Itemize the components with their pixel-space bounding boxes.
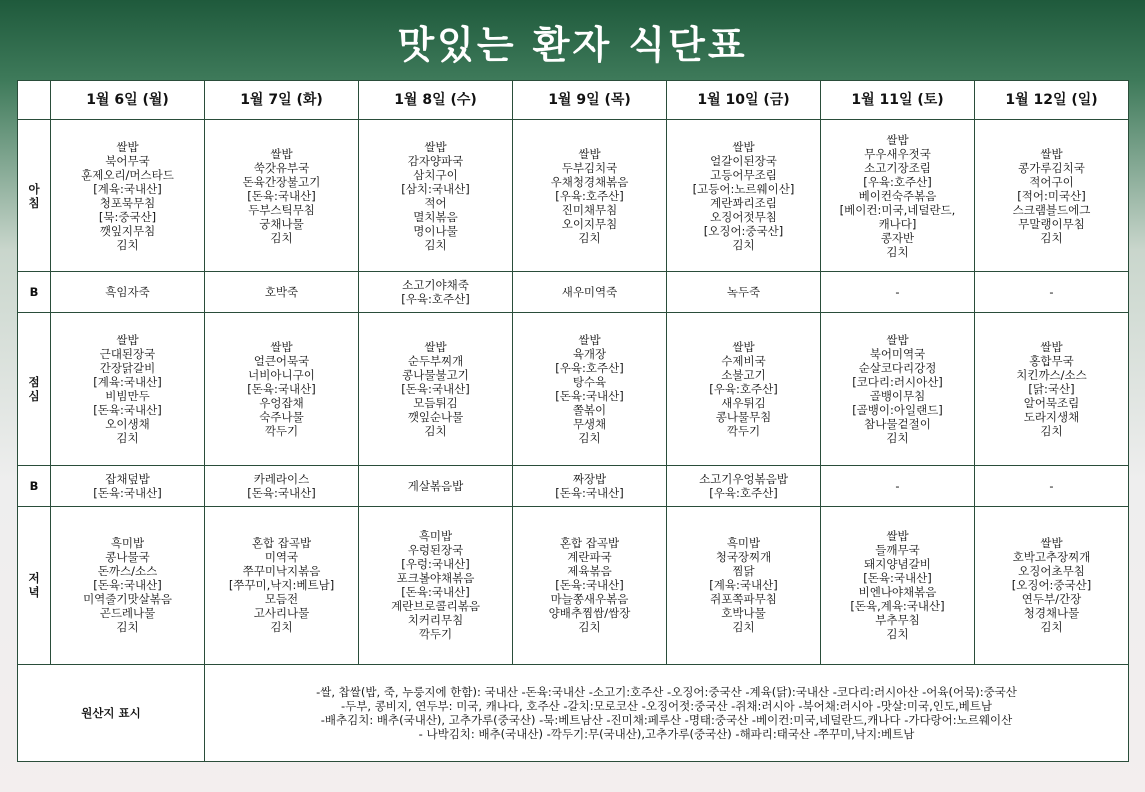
menu-item: 너비아니구이 bbox=[248, 367, 315, 382]
menu-item: [계육:국내산] bbox=[93, 181, 162, 196]
menu-item: [우렁:국내산] bbox=[401, 557, 470, 572]
menu-item: [돈육:국내산] bbox=[555, 388, 624, 403]
menu-item: 청경채나물 bbox=[1023, 606, 1080, 621]
menu-item: 깍두기 bbox=[418, 627, 453, 642]
menu-item: 훈제오리/머스타드 bbox=[81, 167, 174, 182]
meal-label bbox=[18, 272, 51, 313]
menu-item: 김치 bbox=[424, 237, 447, 252]
menu-cell bbox=[51, 506, 205, 664]
menu-item: 김치 bbox=[578, 230, 601, 245]
menu-cell bbox=[975, 506, 1129, 664]
menu-item: 베이컨숙주볶음 bbox=[858, 188, 937, 203]
menu-item: 캐나다] bbox=[878, 216, 917, 231]
menu-item: 삼치구이 bbox=[413, 167, 458, 182]
origin-row bbox=[18, 665, 1129, 762]
menu-cell bbox=[667, 465, 821, 506]
menu-item: 돈육간장불고기 bbox=[242, 174, 321, 189]
menu-item: [우육:호주산] bbox=[401, 292, 470, 307]
menu-item: 부추무침 bbox=[875, 613, 920, 628]
menu-item: 감자양파국 bbox=[407, 153, 464, 168]
menu-cell bbox=[821, 465, 975, 506]
menu-item: [돈육:국내산] bbox=[401, 381, 470, 396]
menu-item: 무말랭이무침 bbox=[1018, 216, 1085, 231]
menu-cell bbox=[821, 506, 975, 664]
breakfast-snack-row bbox=[18, 272, 1129, 313]
menu-item: 비빔만두 bbox=[105, 388, 150, 403]
menu-cell bbox=[667, 313, 821, 465]
menu-item: 쌀밥 bbox=[1040, 536, 1063, 551]
menu-item: 짜장밥 bbox=[572, 471, 607, 486]
menu-item: 도라지생채 bbox=[1023, 409, 1080, 424]
menu-item: 멸치볶음 bbox=[413, 209, 458, 224]
menu-item: 청국장찌개 bbox=[715, 550, 772, 565]
menu-item: 무우새우젓국 bbox=[864, 146, 931, 161]
menu-cell bbox=[51, 465, 205, 506]
menu-item: 쌀밥 bbox=[886, 529, 909, 544]
meal-label-char: 심 bbox=[28, 388, 40, 403]
origin-line: -쌀, 찹쌀(밥, 죽, 누룽지에 한함): 국내산 -돈육:국내산 -소고기:호주산 -오징어:중국산 -계육(닭):국내산 -코다리:러시아산 -어육(어묵):중국산 bbox=[316, 685, 1017, 699]
meal-label bbox=[18, 465, 51, 506]
menu-item: 새우미역죽 bbox=[561, 285, 618, 300]
menu-item: 쌀밥 bbox=[1040, 339, 1063, 354]
day-header: 1월 10일 (금) bbox=[667, 81, 821, 120]
menu-item: 쌀밥 bbox=[732, 339, 755, 354]
menu-item: 양배추찜쌈/쌈장 bbox=[548, 606, 631, 621]
menu-item: 쌀밥 bbox=[886, 132, 909, 147]
menu-item: 쌀밥 bbox=[424, 139, 447, 154]
menu-item: 콩나물무침 bbox=[715, 409, 772, 424]
menu-item: [골뱅이:아일랜드] bbox=[852, 402, 943, 417]
menu-item: 우렁된장국 bbox=[407, 543, 464, 558]
menu-cell bbox=[205, 506, 359, 664]
menu-item: 무생채 bbox=[572, 416, 607, 431]
menu-item: 깍두기 bbox=[264, 423, 299, 438]
menu-cell bbox=[975, 120, 1129, 272]
menu-cell bbox=[513, 506, 667, 664]
menu-item: 쥐포쪽파무침 bbox=[710, 592, 777, 607]
menu-item: [우육:호주산] bbox=[555, 188, 624, 203]
origin-text bbox=[205, 665, 1129, 762]
menu-cell bbox=[975, 313, 1129, 465]
menu-cell bbox=[359, 120, 513, 272]
menu-cell bbox=[821, 272, 975, 313]
menu-item: 쭈꾸미낙지볶음 bbox=[242, 564, 321, 579]
menu-cell bbox=[205, 313, 359, 465]
menu-item: 미역줄기맛살볶음 bbox=[83, 592, 172, 607]
origin-label: 원산지 표시 bbox=[18, 665, 205, 762]
menu-item: [계육:국내산] bbox=[93, 374, 162, 389]
menu-item: 깻잎지무침 bbox=[99, 223, 156, 238]
menu-item: [돈육:국내산] bbox=[401, 585, 470, 600]
day-header: 1월 7일 (화) bbox=[205, 81, 359, 120]
menu-item: 김치 bbox=[116, 430, 139, 445]
menu-cell bbox=[975, 465, 1129, 506]
menu-cell bbox=[205, 465, 359, 506]
menu-item: 쌀밥 bbox=[578, 146, 601, 161]
menu-cell bbox=[359, 465, 513, 506]
menu-item: 혼합 잡곡밥 bbox=[559, 536, 620, 551]
menu-item: 호박죽 bbox=[264, 285, 299, 300]
menu-item: 소불고기 bbox=[721, 367, 766, 382]
menu-item: 소고기장조림 bbox=[864, 160, 931, 175]
menu-item: 김치 bbox=[732, 620, 755, 635]
menu-cell bbox=[205, 120, 359, 272]
menu-cell bbox=[667, 272, 821, 313]
menu-item: [삼치:국내산] bbox=[401, 181, 470, 196]
menu-item: [쭈꾸미,낙지:베트남] bbox=[228, 578, 335, 593]
menu-item: 소고기야채죽 bbox=[402, 278, 469, 293]
menu-cell bbox=[513, 313, 667, 465]
menu-item: 쌀밥 bbox=[886, 332, 909, 347]
menu-item: 명이나물 bbox=[413, 223, 458, 238]
menu-item: [돈육:국내산] bbox=[93, 485, 162, 500]
menu-cell bbox=[821, 120, 975, 272]
menu-item: [적어:미국산] bbox=[1017, 188, 1086, 203]
menu-cell bbox=[513, 465, 667, 506]
menu-item: 오징어초무침 bbox=[1018, 564, 1085, 579]
meal-label bbox=[18, 506, 51, 664]
menu-item: 근대된장국 bbox=[99, 346, 156, 361]
menu-item: 치킨까스/소스 bbox=[1016, 367, 1087, 382]
menu-item: [닭:국산] bbox=[1028, 381, 1075, 396]
origin-line: -두부, 콩비지, 연두부: 미국, 캐나다, 호주산 -갈치:모로코산 -오징어젓:중국산 -쥐채:러시아 -북어채:러시아 -맛살:미국,인도,베트남 bbox=[341, 699, 992, 713]
menu-item: 적어구이 bbox=[1029, 174, 1074, 189]
menu-item: 쌀밥 bbox=[116, 332, 139, 347]
menu-item: [돈육:국내산] bbox=[247, 188, 316, 203]
menu-item: 북어무국 bbox=[105, 153, 150, 168]
menu-item: 소고기우엉볶음밥 bbox=[699, 471, 788, 486]
menu-cell bbox=[821, 313, 975, 465]
menu-item: - bbox=[895, 478, 900, 493]
menu-item: 치커리무침 bbox=[407, 613, 464, 628]
menu-item: 골뱅이무침 bbox=[869, 388, 926, 403]
menu-item: 김치 bbox=[270, 230, 293, 245]
menu-item: [돈육:국내산] bbox=[555, 485, 624, 500]
menu-cell bbox=[513, 120, 667, 272]
menu-item: 새우튀김 bbox=[721, 395, 766, 410]
menu-item: 카레라이스 bbox=[253, 471, 310, 486]
menu-item: [돈육:국내산] bbox=[93, 402, 162, 417]
menu-item: 제육볶음 bbox=[567, 564, 612, 579]
menu-item: 김치 bbox=[1040, 423, 1063, 438]
menu-item: 콩가루김치국 bbox=[1018, 160, 1085, 175]
meal-label-char: 아 bbox=[28, 181, 40, 196]
menu-item: 김치 bbox=[886, 244, 909, 259]
menu-item: 흑미밥 bbox=[726, 536, 761, 551]
breakfast-row bbox=[18, 120, 1129, 272]
menu-item: 김치 bbox=[578, 620, 601, 635]
menu-cell bbox=[975, 272, 1129, 313]
menu-item: 참나물겉절이 bbox=[864, 416, 931, 431]
menu-item: 쌀밥 bbox=[270, 339, 293, 354]
day-header: 1월 12일 (일) bbox=[975, 81, 1129, 120]
menu-item: 쌀밥 bbox=[578, 332, 601, 347]
menu-item: 순두부찌개 bbox=[407, 353, 464, 368]
meal-label-char: B bbox=[29, 478, 39, 493]
menu-item: 계란브로콜리볶음 bbox=[391, 599, 480, 614]
menu-cell bbox=[51, 272, 205, 313]
menu-item: 홍합무국 bbox=[1029, 353, 1074, 368]
meal-label-char: 점 bbox=[28, 374, 40, 389]
menu-cell bbox=[359, 506, 513, 664]
menu-cell bbox=[513, 272, 667, 313]
menu-item: 비엔나야채볶음 bbox=[858, 585, 937, 600]
menu-item: 마늘쫑새우볶음 bbox=[550, 592, 629, 607]
menu-item: 진미채무침 bbox=[561, 202, 618, 217]
menu-item: 연두부/간장 bbox=[1021, 592, 1082, 607]
menu-item: 스크램블드에그 bbox=[1012, 202, 1091, 217]
menu-item: - bbox=[1049, 478, 1054, 493]
menu-item: [돈육:국내산] bbox=[247, 381, 316, 396]
menu-item: 깍두기 bbox=[726, 423, 761, 438]
menu-item: 김치 bbox=[578, 430, 601, 445]
menu-item: [우육:호주산] bbox=[863, 174, 932, 189]
menu-item: [코다리:러시아산] bbox=[852, 374, 943, 389]
menu-item: 오징어젓무침 bbox=[710, 209, 777, 224]
menu-item: 들깨무국 bbox=[875, 543, 920, 558]
menu-item: 호박나물 bbox=[721, 606, 766, 621]
menu-item: [우육:호주산] bbox=[709, 485, 778, 500]
menu-item: 김치 bbox=[1040, 620, 1063, 635]
menu-item: 호박고추장찌개 bbox=[1012, 550, 1091, 565]
menu-item: 간장닭갈비 bbox=[99, 360, 156, 375]
menu-item: 오이생채 bbox=[105, 416, 150, 431]
menu-item: [묵:중국산] bbox=[98, 209, 157, 224]
menu-item: 숙주나물 bbox=[259, 409, 304, 424]
menu-item: 알어묵조림 bbox=[1023, 395, 1080, 410]
menu-item: 계란꽈리조림 bbox=[710, 195, 777, 210]
menu-item: 혼합 잡곡밥 bbox=[251, 536, 312, 551]
day-header: 1월 8일 (수) bbox=[359, 81, 513, 120]
menu-item: 계란파국 bbox=[567, 550, 612, 565]
menu-item: 오이지무침 bbox=[561, 216, 618, 231]
menu-item: 흑미밥 bbox=[110, 536, 145, 551]
meal-label bbox=[18, 313, 51, 465]
menu-cell bbox=[51, 120, 205, 272]
origin-line: - 나박김치: 배추(국내산) -깍두기:무(국내산),고추가루(중국산) -해파리:태국산 -쭈꾸미,낙지:베트남 bbox=[418, 727, 915, 741]
dinner-row bbox=[18, 506, 1129, 664]
menu-cell bbox=[667, 506, 821, 664]
menu-item: [돈육:국내산] bbox=[863, 571, 932, 586]
menu-item: 김치 bbox=[886, 430, 909, 445]
corner-cell bbox=[18, 81, 51, 120]
menu-item: 포크볼야채볶음 bbox=[396, 571, 475, 586]
menu-item: 두부김치국 bbox=[561, 160, 618, 175]
menu-cell bbox=[359, 313, 513, 465]
menu-item: 고등어무조림 bbox=[710, 167, 777, 182]
menu-item: 콩자반 bbox=[880, 230, 915, 245]
meal-label bbox=[18, 120, 51, 272]
menu-item: 김치 bbox=[424, 423, 447, 438]
menu-cell bbox=[667, 120, 821, 272]
menu-item: 고사리나물 bbox=[253, 606, 310, 621]
menu-item: [베이컨:미국,네덜란드, bbox=[839, 202, 956, 217]
menu-item: 잡채덮밥 bbox=[105, 471, 150, 486]
menu-item: 모듬튀김 bbox=[413, 395, 458, 410]
menu-item: 적어 bbox=[424, 195, 447, 210]
menu-item: 모듬전 bbox=[264, 592, 299, 607]
meal-label-char: 녁 bbox=[28, 585, 40, 600]
menu-item: 김치 bbox=[1040, 230, 1063, 245]
menu-item: 쌀밥 bbox=[116, 139, 139, 154]
menu-item: 쌀밥 bbox=[1040, 146, 1063, 161]
menu-item: 순살코다리강정 bbox=[858, 360, 937, 375]
menu-item: 청포묵무침 bbox=[99, 195, 156, 210]
menu-item: 궁채나물 bbox=[259, 216, 304, 231]
menu-item: 돼지양념갈비 bbox=[864, 557, 931, 572]
menu-item: 게살볶음밥 bbox=[407, 478, 464, 493]
menu-item: 흑임자죽 bbox=[105, 285, 150, 300]
meal-label-char: 침 bbox=[28, 195, 40, 210]
menu-item: [계육:국내산] bbox=[709, 578, 778, 593]
menu-item: - bbox=[895, 285, 900, 300]
menu-item: [돈육:국내산] bbox=[247, 485, 316, 500]
menu-item: 쌀밥 bbox=[424, 339, 447, 354]
menu-item: 콩나물불고기 bbox=[402, 367, 469, 382]
menu-item: [우육:호주산] bbox=[555, 360, 624, 375]
menu-item: 돈까스/소스 bbox=[97, 564, 158, 579]
meal-label-char: B bbox=[29, 285, 39, 300]
day-header: 1월 9일 (목) bbox=[513, 81, 667, 120]
menu-item: 찜닭 bbox=[732, 564, 755, 579]
menu-item: 우엉잡채 bbox=[259, 395, 304, 410]
meal-schedule-table bbox=[17, 80, 1129, 762]
menu-item: 콩나물국 bbox=[105, 550, 150, 565]
day-header: 1월 6일 (월) bbox=[51, 81, 205, 120]
menu-item: 두부스틱무침 bbox=[248, 202, 315, 217]
menu-item: 수제비국 bbox=[721, 353, 766, 368]
menu-cell bbox=[205, 272, 359, 313]
menu-item: 쑥갓유부국 bbox=[253, 160, 310, 175]
day-header-row bbox=[18, 81, 1129, 120]
menu-item: 흑미밥 bbox=[418, 529, 453, 544]
menu-item: 미역국 bbox=[264, 550, 299, 565]
menu-item: 녹두죽 bbox=[726, 285, 761, 300]
menu-item: [우육:호주산] bbox=[709, 381, 778, 396]
menu-item: 육개장 bbox=[572, 346, 607, 361]
menu-item: 쌀밥 bbox=[732, 139, 755, 154]
menu-item: [돈육:국내산] bbox=[93, 578, 162, 593]
menu-item: 북어미역국 bbox=[869, 346, 926, 361]
menu-item: [오징어:중국산] bbox=[703, 223, 784, 238]
menu-item: 김치 bbox=[116, 237, 139, 252]
page-title: 맛있는 환자 식단표 bbox=[397, 23, 748, 67]
menu-item: 얼큰어묵국 bbox=[253, 353, 310, 368]
menu-item: 탕수육 bbox=[572, 374, 607, 389]
menu-item: 쌀밥 bbox=[270, 146, 293, 161]
menu-item: [돈육:국내산] bbox=[555, 578, 624, 593]
menu-item: 김치 bbox=[116, 620, 139, 635]
origin-line: -배추김치: 배추(국내산), 고추가루(중국산) -묵:베트남산 -진미채:페루산 -명태:중국산 -베이컨:미국,네덜란드,캐나다 -가다랑어:노르웨이산 bbox=[320, 713, 1013, 727]
menu-item: 김치 bbox=[886, 627, 909, 642]
meal-label-char: 저 bbox=[28, 571, 40, 586]
menu-item: 김치 bbox=[270, 620, 293, 635]
menu-item: [고등어:노르웨이산] bbox=[692, 181, 795, 196]
menu-item: 곤드레나물 bbox=[99, 606, 156, 621]
menu-item: 우채청경채볶음 bbox=[550, 174, 629, 189]
menu-item: 쫄볶이 bbox=[572, 402, 607, 417]
lunch-snack-row bbox=[18, 465, 1129, 506]
lunch-row bbox=[18, 313, 1129, 465]
menu-item: 얼갈이된장국 bbox=[710, 153, 777, 168]
menu-cell bbox=[51, 313, 205, 465]
day-header: 1월 11일 (토) bbox=[821, 81, 975, 120]
menu-item: - bbox=[1049, 285, 1054, 300]
menu-item: 깻잎순나물 bbox=[407, 409, 464, 424]
menu-item: [돈육,계육:국내산] bbox=[850, 599, 945, 614]
menu-cell bbox=[359, 272, 513, 313]
menu-item: 김치 bbox=[732, 237, 755, 252]
menu-item: [오징어:중국산] bbox=[1011, 578, 1092, 593]
